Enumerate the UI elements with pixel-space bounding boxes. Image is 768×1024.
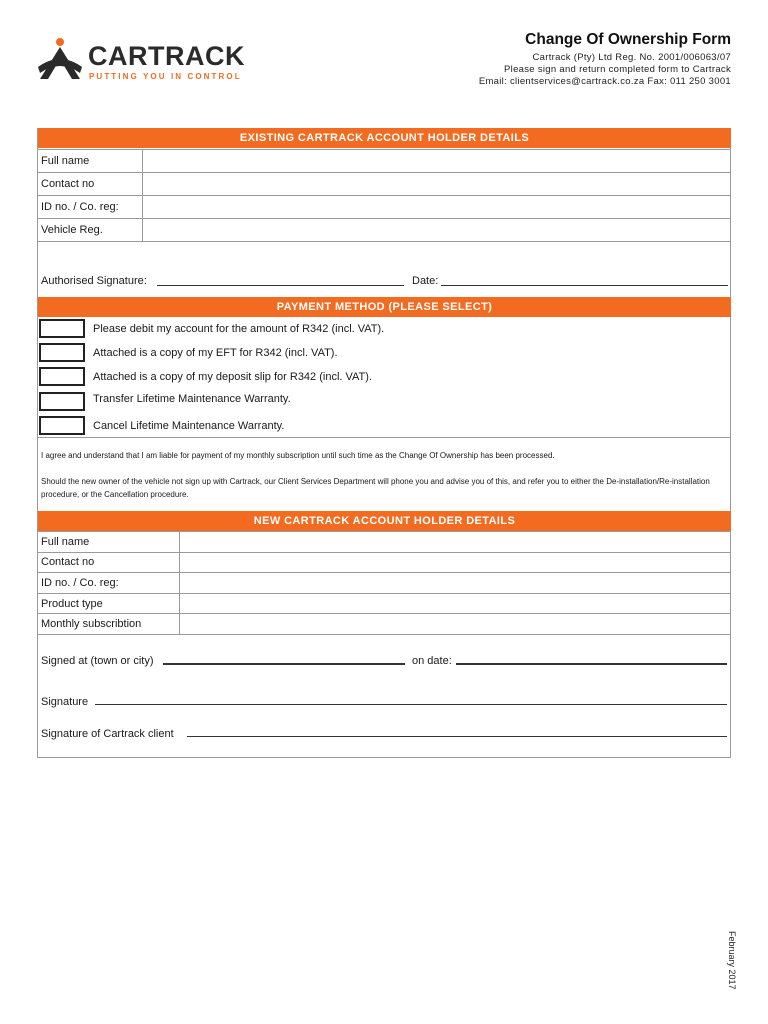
liability-terms: I agree and understand that I am liable for payment of my monthly subscription until such time as the Change Of Ownership has been processed. bbox=[41, 451, 555, 460]
transfer-warranty-checkbox[interactable] bbox=[39, 392, 85, 411]
signature-label: Signature bbox=[41, 696, 89, 708]
payment-option[interactable] bbox=[37, 366, 731, 390]
table-row bbox=[38, 173, 731, 196]
existing-contact-field[interactable] bbox=[143, 173, 731, 196]
authorised-signature-label: Authorised Signature: bbox=[41, 275, 147, 287]
new-id-field[interactable] bbox=[180, 573, 731, 594]
table-row bbox=[38, 573, 731, 594]
deposit-checkbox[interactable] bbox=[39, 367, 85, 386]
new-full-name-field[interactable] bbox=[180, 532, 731, 553]
client-signature-label: Signature of Cartrack client bbox=[41, 728, 174, 740]
new-owner-terms: Should the new owner of the vehicle not sign up with Cartrack, our Client Services Department will phone you and advise you of this, and refer you to either the De-installation/Re-installation procedure, or the Cancellation procedure. bbox=[41, 477, 710, 499]
debit-option-label: Please debit my account for the amount of R342 (incl. VAT). bbox=[93, 323, 385, 335]
company-reg: Cartrack (Pty) Ltd Reg. No. 2001/006063/07 bbox=[532, 52, 731, 63]
existing-date-line[interactable] bbox=[441, 285, 728, 286]
brand-name: CARTRACK bbox=[88, 41, 245, 71]
table-row bbox=[38, 614, 731, 635]
contact-details: Email: clientservices@cartrack.co.za Fax: 011 250 3001 bbox=[478, 76, 731, 87]
on-date-line[interactable] bbox=[456, 663, 727, 665]
table-row bbox=[38, 196, 731, 219]
form-header bbox=[479, 31, 731, 88]
cancel-warranty-label: Cancel Lifetime Maintenance Warranty. bbox=[93, 420, 285, 432]
payment-option[interactable] bbox=[37, 318, 731, 342]
authorised-signature-line[interactable] bbox=[157, 285, 404, 286]
form-title: Change Of Ownership Form bbox=[525, 31, 731, 48]
existing-contact-label: Contact no bbox=[38, 173, 143, 196]
existing-full-name-field[interactable] bbox=[143, 150, 731, 173]
table-row bbox=[38, 532, 731, 553]
existing-date-label: Date: bbox=[412, 275, 439, 287]
table-row bbox=[38, 552, 731, 573]
table-row bbox=[38, 593, 731, 614]
new-holder-heading: NEW CARTRACK ACCOUNT HOLDER DETAILS bbox=[38, 511, 731, 531]
on-date-label: on date: bbox=[412, 655, 452, 667]
monthly-subscription-label: Monthly subscribtion bbox=[38, 614, 180, 635]
payment-option[interactable] bbox=[37, 390, 731, 415]
signed-at-line[interactable] bbox=[163, 663, 405, 665]
client-signature-line[interactable] bbox=[187, 736, 727, 737]
table-row bbox=[38, 219, 731, 242]
new-id-label: ID no. / Co. reg: bbox=[38, 573, 180, 594]
new-contact-label: Contact no bbox=[38, 552, 180, 573]
existing-holder-heading: EXISTING CARTRACK ACCOUNT HOLDER DETAILS bbox=[38, 128, 731, 148]
deposit-option-label: Attached is a copy of my deposit slip for R342 (incl. VAT). bbox=[93, 371, 372, 383]
return-instruction: Please sign and return completed form to Cartrack bbox=[504, 64, 731, 75]
version-date: February 2017 bbox=[727, 931, 737, 990]
cartrack-logo bbox=[36, 37, 245, 87]
new-holder-table bbox=[37, 531, 731, 635]
brand-tagline: PUTTING YOU IN CONTROL bbox=[89, 72, 242, 81]
product-type-label: Product type bbox=[38, 593, 180, 614]
existing-holder-table bbox=[37, 149, 731, 242]
cartrack-logo-icon bbox=[36, 37, 84, 85]
signature-line[interactable] bbox=[95, 704, 727, 705]
payment-options bbox=[37, 318, 731, 439]
monthly-subscription-field[interactable] bbox=[180, 614, 731, 635]
eft-checkbox[interactable] bbox=[39, 343, 85, 362]
payment-method-heading: PAYMENT METHOD (PLEASE SELECT) bbox=[38, 297, 731, 317]
debit-checkbox[interactable] bbox=[39, 319, 85, 338]
existing-full-name-label: Full name bbox=[38, 150, 143, 173]
existing-vehicle-reg-label: Vehicle Reg. bbox=[38, 219, 143, 242]
signed-at-label: Signed at (town or city) bbox=[41, 655, 154, 667]
existing-id-label: ID no. / Co. reg: bbox=[38, 196, 143, 219]
new-contact-field[interactable] bbox=[180, 552, 731, 573]
existing-id-field[interactable] bbox=[143, 196, 731, 219]
transfer-warranty-label: Transfer Lifetime Maintenance Warranty. bbox=[93, 393, 291, 405]
eft-option-label: Attached is a copy of my EFT for R342 (incl. VAT). bbox=[93, 347, 338, 359]
product-type-field[interactable] bbox=[180, 593, 731, 614]
cancel-warranty-checkbox[interactable] bbox=[39, 416, 85, 435]
table-row bbox=[38, 150, 731, 173]
new-full-name-label: Full name bbox=[38, 532, 180, 553]
existing-vehicle-reg-field[interactable] bbox=[143, 219, 731, 242]
payment-option[interactable] bbox=[37, 415, 731, 439]
divider bbox=[37, 437, 731, 438]
payment-option[interactable] bbox=[37, 342, 731, 366]
